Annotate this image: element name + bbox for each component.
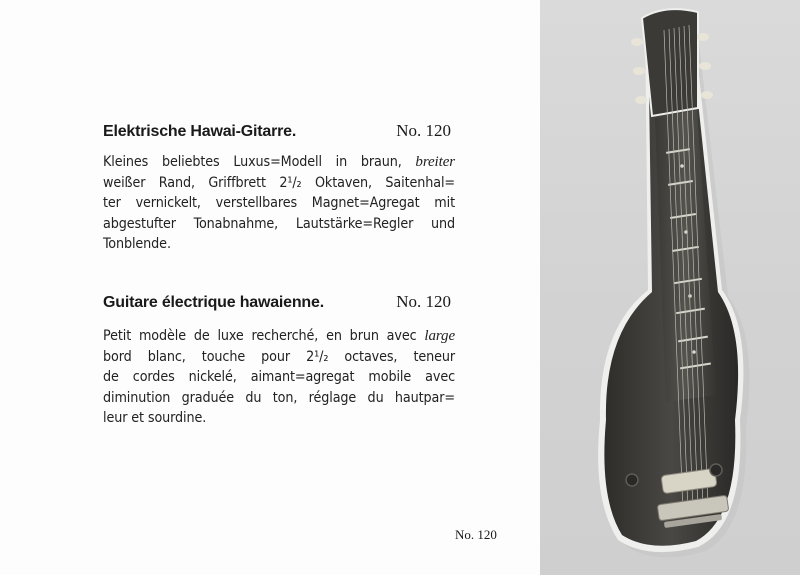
german-line: Tonblende. bbox=[103, 236, 171, 252]
german-line: weißer Rand, Griffbrett 2¹/₂ Oktaven, Saitenhal= bbox=[103, 174, 455, 191]
german-line: abgestufter Tonabnahme, Lautstärke=Regler und bbox=[103, 215, 455, 232]
french-line: Petit modèle de luxe recherché, en brun avec large bbox=[103, 328, 455, 344]
german-line: Kleines beliebtes Luxus=Modell in braun, breiter bbox=[103, 154, 455, 170]
german-title: Elektrische Hawai-Gitarre. bbox=[103, 123, 297, 140]
photo-caption: No. 120 bbox=[455, 527, 497, 542]
volume-knob-icon bbox=[626, 474, 638, 486]
german-heading-row bbox=[103, 121, 451, 141]
french-title: Guitare électrique hawaienne. bbox=[103, 294, 324, 311]
french-line: leur et sourdine. bbox=[103, 410, 207, 426]
french-description bbox=[103, 326, 455, 429]
french-line: diminution graduée du ton, réglage du hautpar= bbox=[103, 389, 455, 406]
french-model-number: No. 120 bbox=[396, 292, 451, 311]
tone-knob-icon bbox=[710, 464, 722, 476]
german-line: ter vernickelt, verstellbares Magnet=Agregat mit bbox=[103, 195, 455, 211]
guitar-photo bbox=[540, 0, 800, 575]
french-line: de cordes nickelé, aimant=agregat mobile avec bbox=[103, 369, 455, 385]
french-line: bord blanc, touche pour 2¹/₂ octaves, teneur bbox=[103, 348, 455, 365]
german-description bbox=[103, 152, 455, 255]
lap-steel-guitar-image bbox=[540, 0, 800, 575]
german-model-number: No. 120 bbox=[396, 121, 451, 140]
french-heading-row bbox=[103, 292, 451, 312]
